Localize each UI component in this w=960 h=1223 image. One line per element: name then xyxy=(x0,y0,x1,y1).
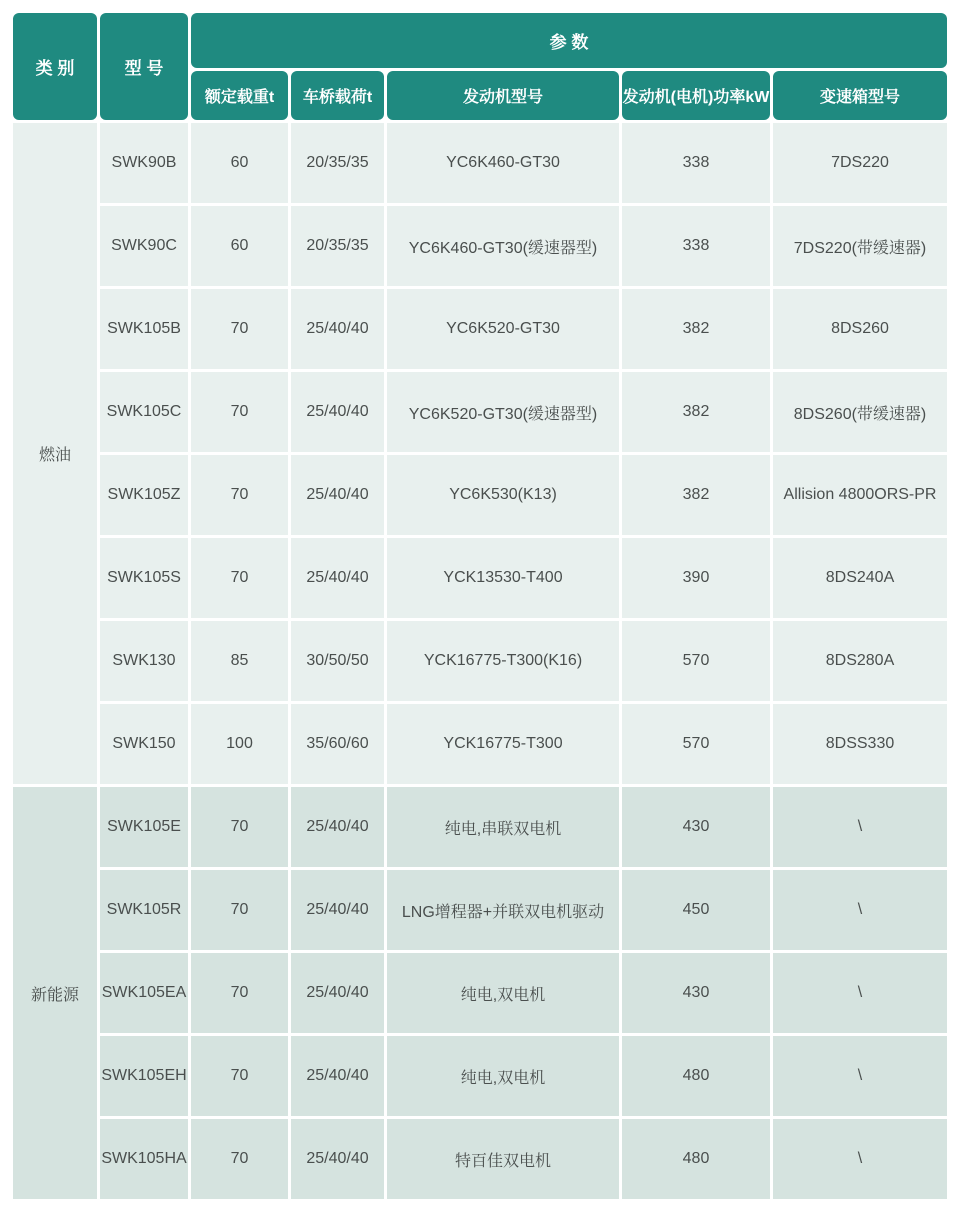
cell-engine: 纯电,双电机 xyxy=(387,1036,619,1116)
cell-rated-load: 70 xyxy=(191,372,288,452)
cell-rated-load: 70 xyxy=(191,787,288,867)
table-row xyxy=(13,621,947,701)
cell-engine: 纯电,双电机 xyxy=(387,953,619,1033)
cell-model: SWK105EH xyxy=(100,1036,188,1116)
cell-model: SWK150 xyxy=(100,704,188,784)
cell-model: SWK105HA xyxy=(100,1119,188,1199)
cell-engine: YC6K520-GT30(缓速器型) xyxy=(387,372,619,452)
cell-axle-load: 25/40/40 xyxy=(291,787,384,867)
cell-power: 570 xyxy=(622,704,770,784)
cell-model: SWK105C xyxy=(100,372,188,452)
cell-rated-load: 70 xyxy=(191,870,288,950)
cell-axle-load: 25/40/40 xyxy=(291,455,384,535)
subheader-axle-load: 车桥载荷t xyxy=(291,71,384,120)
cell-gearbox: \ xyxy=(773,1119,947,1199)
cell-rated-load: 85 xyxy=(191,621,288,701)
cell-power: 450 xyxy=(622,870,770,950)
cell-model: SWK105E xyxy=(100,787,188,867)
cell-engine: YCK16775-T300(K16) xyxy=(387,621,619,701)
cell-model: SWK105R xyxy=(100,870,188,950)
cell-power: 480 xyxy=(622,1036,770,1116)
cell-power: 570 xyxy=(622,621,770,701)
cell-rated-load: 60 xyxy=(191,206,288,286)
header-model: 型 号 xyxy=(100,13,188,120)
cell-gearbox: \ xyxy=(773,953,947,1033)
cell-rated-load: 70 xyxy=(191,953,288,1033)
cell-rated-load: 70 xyxy=(191,538,288,618)
table-row xyxy=(13,123,947,203)
table-row xyxy=(13,787,947,867)
cell-power: 390 xyxy=(622,538,770,618)
cell-rated-load: 70 xyxy=(191,1119,288,1199)
table-row xyxy=(13,372,947,452)
cell-model: SWK105B xyxy=(100,289,188,369)
cell-axle-load: 25/40/40 xyxy=(291,289,384,369)
cell-axle-load: 25/40/40 xyxy=(291,870,384,950)
subheader-power: 发动机(电机)功率kW xyxy=(622,71,770,120)
cell-axle-load: 25/40/40 xyxy=(291,1036,384,1116)
cell-power: 480 xyxy=(622,1119,770,1199)
table-row xyxy=(13,1119,947,1199)
cell-rated-load: 100 xyxy=(191,704,288,784)
cell-gearbox: \ xyxy=(773,870,947,950)
header-category: 类 别 xyxy=(13,13,97,120)
cell-gearbox: \ xyxy=(773,1036,947,1116)
cell-axle-load: 20/35/35 xyxy=(291,206,384,286)
cell-gearbox: 8DS260(带缓速器) xyxy=(773,372,947,452)
cell-power: 430 xyxy=(622,787,770,867)
cell-model: SWK105Z xyxy=(100,455,188,535)
header-params: 参 数 xyxy=(191,13,947,68)
table-row xyxy=(13,704,947,784)
cell-engine: 特百佳双电机 xyxy=(387,1119,619,1199)
cell-axle-load: 25/40/40 xyxy=(291,953,384,1033)
table-row xyxy=(13,289,947,369)
cell-engine: YC6K530(K13) xyxy=(387,455,619,535)
cell-gearbox: 8DSS330 xyxy=(773,704,947,784)
cell-axle-load: 35/60/60 xyxy=(291,704,384,784)
table-row xyxy=(13,953,947,1033)
cell-rated-load: 60 xyxy=(191,123,288,203)
cell-gearbox: 8DS240A xyxy=(773,538,947,618)
cell-power: 382 xyxy=(622,455,770,535)
table-row xyxy=(13,538,947,618)
cell-gearbox: Allision 4800ORS-PR xyxy=(773,455,947,535)
cell-rated-load: 70 xyxy=(191,455,288,535)
cell-engine: YC6K460-GT30 xyxy=(387,123,619,203)
cell-gearbox: 8DS260 xyxy=(773,289,947,369)
cell-engine: YCK16775-T300 xyxy=(387,704,619,784)
cell-engine: YCK13530-T400 xyxy=(387,538,619,618)
cell-gearbox: 8DS280A xyxy=(773,621,947,701)
cell-model: SWK105S xyxy=(100,538,188,618)
cell-engine: YC6K520-GT30 xyxy=(387,289,619,369)
cell-engine: LNG增程器+并联双电机驱动 xyxy=(387,870,619,950)
cell-model: SWK130 xyxy=(100,621,188,701)
cell-gearbox: 7DS220(带缓速器) xyxy=(773,206,947,286)
cell-model: SWK90C xyxy=(100,206,188,286)
table-row xyxy=(13,206,947,286)
cell-axle-load: 25/40/40 xyxy=(291,1119,384,1199)
table-row xyxy=(13,1036,947,1116)
cell-power: 338 xyxy=(622,123,770,203)
subheader-engine: 发动机型号 xyxy=(387,71,619,120)
spec-table xyxy=(10,10,950,1202)
table-row xyxy=(13,870,947,950)
cell-model: SWK90B xyxy=(100,123,188,203)
table-row xyxy=(13,455,947,535)
cell-power: 382 xyxy=(622,289,770,369)
cell-gearbox: \ xyxy=(773,787,947,867)
cell-axle-load: 20/35/35 xyxy=(291,123,384,203)
cell-axle-load: 25/40/40 xyxy=(291,372,384,452)
cell-model: SWK105EA xyxy=(100,953,188,1033)
subheader-rated-load: 额定载重t xyxy=(191,71,288,120)
subheader-gearbox: 变速箱型号 xyxy=(773,71,947,120)
cell-power: 430 xyxy=(622,953,770,1033)
cell-power: 382 xyxy=(622,372,770,452)
cell-axle-load: 30/50/50 xyxy=(291,621,384,701)
cell-rated-load: 70 xyxy=(191,289,288,369)
cell-axle-load: 25/40/40 xyxy=(291,538,384,618)
cell-category-new-energy: 新能源 xyxy=(13,787,97,1199)
cell-engine: YC6K460-GT30(缓速器型) xyxy=(387,206,619,286)
cell-category-fuel: 燃油 xyxy=(13,123,97,784)
cell-rated-load: 70 xyxy=(191,1036,288,1116)
cell-gearbox: 7DS220 xyxy=(773,123,947,203)
cell-engine: 纯电,串联双电机 xyxy=(387,787,619,867)
cell-power: 338 xyxy=(622,206,770,286)
